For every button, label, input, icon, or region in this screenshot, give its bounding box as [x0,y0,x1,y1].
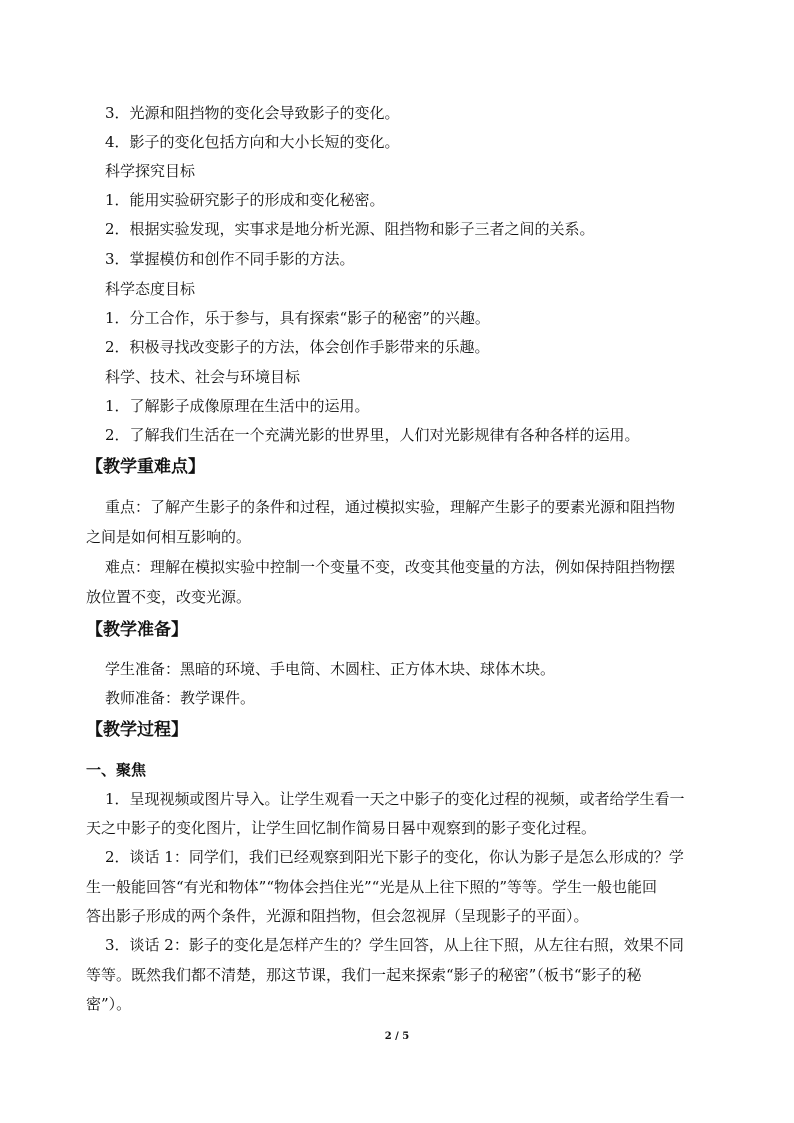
focus-line-1: 重点：了解产生影子的条件和过程，通过模拟实验，理解产生影子的要素光源和阻挡物 [105,498,676,516]
process-p3-line-1: 3．谈话 2：影子的变化是怎样产生的？学生回答，从上往下照，从左往右照，效果不同 [105,936,684,954]
process-p1-line-2: 天之中影子的变化图片，让学生回忆制作简易日晷中观察到的影子变化过程。 [86,819,597,837]
attitude-item-1: 1．分工合作，乐于参与，具有探索“影子的秘密”的兴趣。 [105,309,490,327]
difficulty-line-1: 难点：理解在模拟实验中控制一个变量不变，改变其他变量的方法，例如保持阻挡物摆 [105,558,676,576]
inquiry-item-2: 2．根据实验发现，实事求是地分析光源、阻挡物和影子三者之间的关系。 [105,220,595,238]
student-preparation: 学生准备：黑暗的环境、手电筒、木圆柱、正方体木块、球体木块。 [105,660,556,678]
knowledge-item-4: 4．影子的变化包括方向和大小长短的变化。 [105,133,400,151]
teacher-preparation: 教师准备：教学课件。 [105,689,256,707]
page-number: 2 / 5 [384,1031,410,1042]
sts-item-1: 1．了解影子成像原理在生活中的运用。 [105,397,370,415]
inquiry-goal-title: 科学探究目标 [105,162,196,180]
process-p2-line-3: 答出影子形成的两个条件，光源和阻挡物，但会忽视屏（呈现影子的平面）。 [86,907,589,925]
process-p3-line-2: 等等。既然我们都不清楚，那这节课，我们一起来探索“影子的秘密”（板书“影子的秘 [86,966,642,984]
difficulty-line-2: 放位置不变，改变光源。 [86,588,252,606]
section-focus-title: 一、聚焦 [86,761,147,779]
preparation-heading: 【教学准备】 [86,620,188,640]
key-points-heading: 【教学重难点】 [86,457,205,477]
attitude-goal-title: 科学态度目标 [105,280,196,298]
inquiry-item-3: 3．掌握模仿和创作不同手影的方法。 [105,250,355,268]
process-p3-line-3: 密”）。 [86,995,132,1013]
process-p2-line-2: 生一般能回答“有光和物体”“物体会挡住光”“光是从上往下照的”等等。学生一般也能回 [86,878,658,896]
sts-item-2: 2．了解我们生活在一个充满光影的世界里，人们对光影规律有各种各样的运用。 [105,426,640,444]
sts-goal-title: 科学、技术、社会与环境目标 [105,368,301,386]
process-p2-line-1: 2．谈话 1：同学们，我们已经观察到阳光下影子的变化，你认为影子是怎么形成的？学 [105,848,684,866]
attitude-item-2: 2．积极寻找改变影子的方法，体会创作手影带来的乐趣。 [105,338,490,356]
inquiry-item-1: 1．能用实验研究影子的形成和变化秘密。 [105,191,385,209]
process-p1-line-1: 1．呈现视频或图片导入。让学生观看一天之中影子的变化过程的视频，或者给学生看一 [105,790,685,808]
focus-line-2: 之间是如何相互影响的。 [86,528,252,546]
knowledge-item-3: 3．光源和阻挡物的变化会导致影子的变化。 [105,104,400,122]
process-heading: 【教学过程】 [86,720,188,740]
